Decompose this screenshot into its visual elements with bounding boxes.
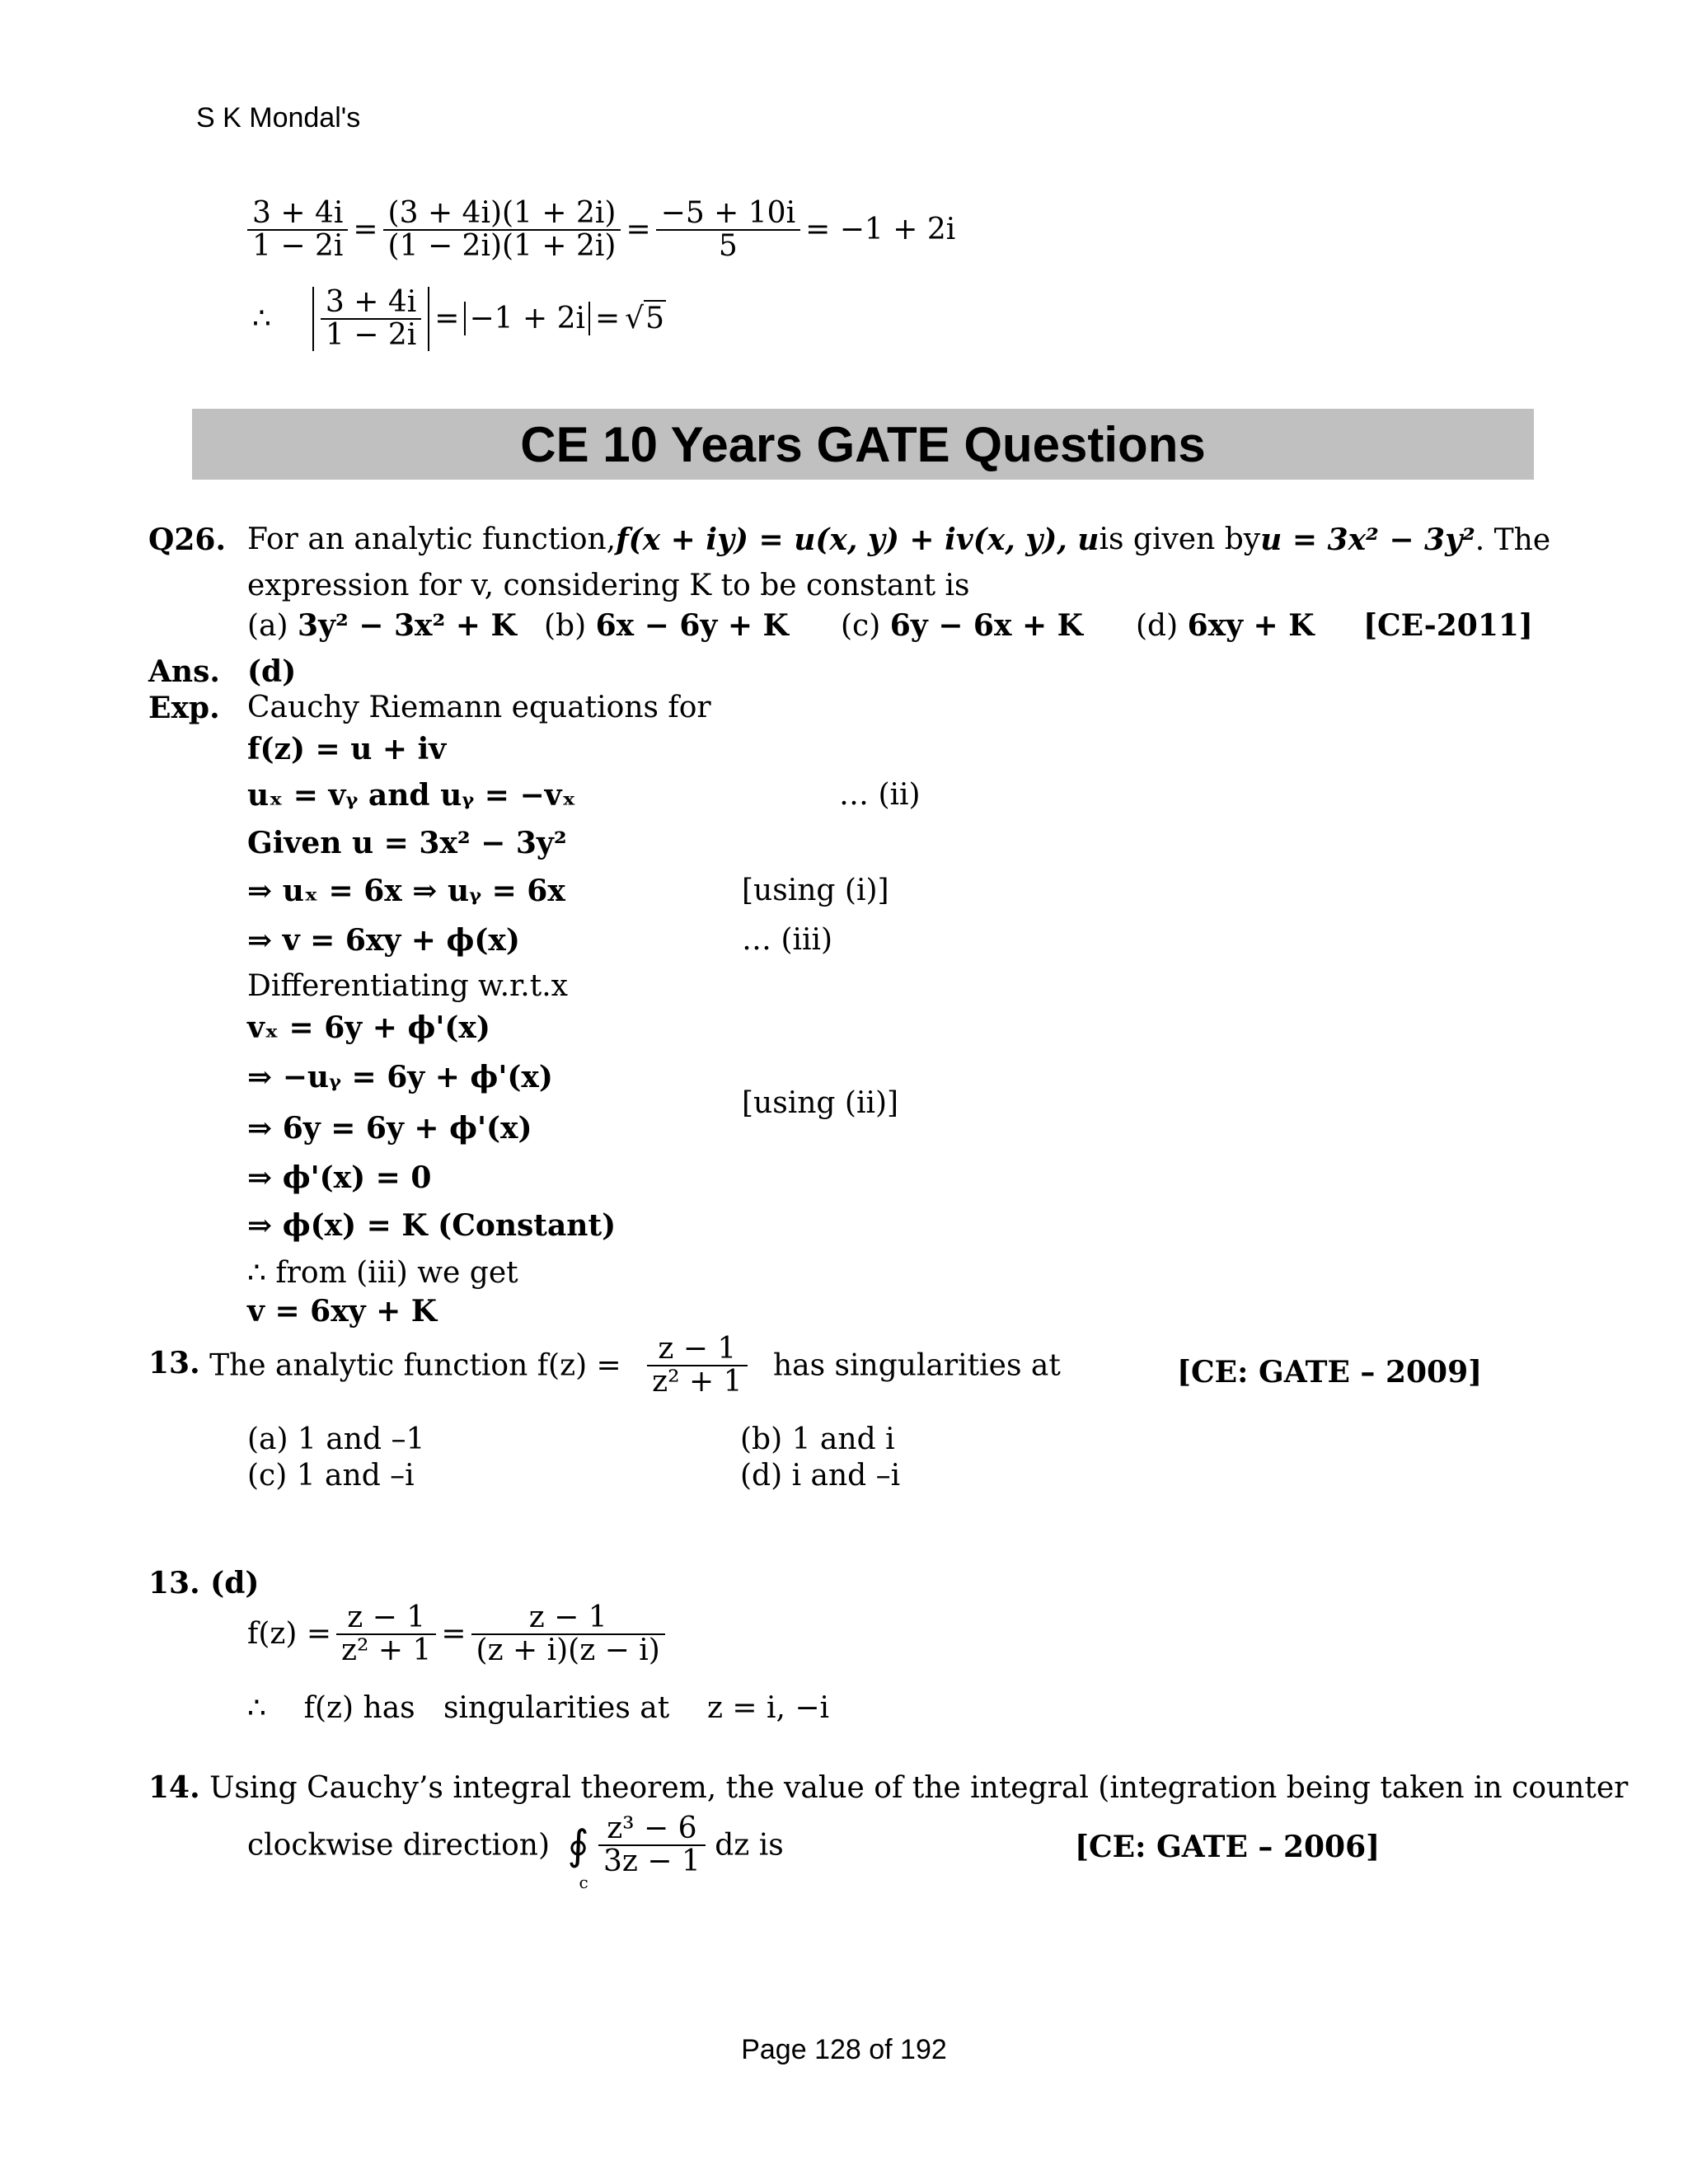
contour-integral-icon: ∮ c: [567, 1821, 589, 1892]
q26-step-1: f(z) = u + iv: [247, 732, 447, 766]
q26-exp-intro: Cauchy Riemann equations for: [247, 691, 711, 724]
fraction: $\frac{(3 + 4i)(1 + 2i)}{(1 - 2i)(1 + 2i)}$: [383, 198, 621, 262]
fraction: $\frac{z - 1}{\text{z² + 1}}$: [336, 1602, 436, 1666]
q26-ans-label: Ans.: [148, 654, 220, 689]
prev-solution-eq2: ∴ $\frac{3 + 4i}{1 - 2i}$ = −1 + 2i = √5: [252, 285, 665, 352]
q26-option-c: (c) 6y − 6x + K: [841, 608, 1083, 643]
q26-step-7: vₓ = 6y + ϕ'(x): [247, 1010, 490, 1045]
q26-ans-value: (d): [247, 654, 297, 689]
q26-step-2-note: … (ii): [839, 778, 921, 812]
q26-option-b: (b) 6x − 6y + K: [544, 608, 789, 643]
q26-step-11: ⇒ ϕ(x) = K (Constant): [247, 1208, 617, 1243]
q26-step-5-note: … (iii): [742, 923, 833, 957]
fraction: $\frac{\text{z³ − 6}}{3z - 1}$: [598, 1813, 706, 1877]
q26-step-3: Given u = 3x² − 3y²: [247, 826, 567, 860]
q13-question: 13. The analytic function f(z) = $\frac{z - 1}{\text{z² + 1}}$ has singularities at: [148, 1332, 1061, 1399]
fraction: $\frac{z - 1}{\text{z² + 1}}$: [647, 1333, 747, 1398]
q26-line2: expression for v, considering K to be constant is: [247, 569, 970, 602]
q26-option-d: (d) 6xy + K: [1136, 608, 1315, 643]
section-title: CE 10 Years GATE Questions: [520, 416, 1206, 472]
q26-step-9: ⇒ 6y = 6y + ϕ'(x): [247, 1111, 532, 1146]
q13-tag: [CE: GATE – 2009]: [1177, 1355, 1483, 1390]
q13-option-a: (a) 1 and –1: [247, 1422, 425, 1456]
footer-page-number: Page 128 of 192: [741, 2034, 947, 2065]
fraction: $\frac{3 + 4i}{1 - 2i}$: [321, 287, 421, 351]
prev-solution-eq1: $\frac{3 + 4i}{1 - 2i}$ = $\frac{(3 + 4i)(1 + 2i)}{(1 - 2i)(1 + 2i)}$ = $\frac{-5 + 10i}{5}$ = −1 + 2i: [247, 198, 960, 262]
q26-step-12: ∴ from (iii) we get: [247, 1256, 518, 1290]
q13-option-d: (d) i and –i: [740, 1459, 901, 1493]
q26-step-8: ⇒ −uᵧ = 6y + ϕ'(x): [247, 1060, 553, 1094]
q13-option-c: (c) 1 and –i: [247, 1459, 415, 1493]
q14-line1: 14. Using Cauchy’s integral theorem, the value of the integral (integration being taken in counter: [148, 1770, 1629, 1805]
q26-option-a: (a) 3y² − 3x² + K: [247, 608, 517, 643]
q26-step-6: Differentiating w.r.t.x: [247, 969, 568, 1003]
q26-step-13: v = 6xy + K: [247, 1294, 438, 1329]
sqrt-icon: √5: [625, 302, 665, 336]
q13-solution-conclusion: ∴ f(z) has singularities at z = i, −i: [247, 1691, 830, 1725]
q26-line1: For an analytic function, f(x + iy) = u(x, y) + iv(x, y), u is given by u = 3x² − 3y². The: [247, 523, 1551, 557]
q26-label: Q26.: [148, 523, 226, 557]
q14-line2: clockwise direction) ∮ c $\frac{\text{z³ − 6}}{3z - 1}$ dz is: [247, 1811, 784, 1892]
q13-solution-eq: f(z) = $\frac{z - 1}{\text{z² + 1}}$ = $\frac{z - 1}{(z + i)(z - i)}$: [247, 1602, 665, 1666]
q13-answer-label: 13. (d): [148, 1566, 260, 1601]
q26-exp-label: Exp.: [148, 691, 220, 725]
q26-step-5: ⇒ v = 6xy + ϕ(x): [247, 923, 520, 958]
fraction: $\frac{-5 + 10i}{5}$: [656, 198, 800, 262]
fraction: $\frac{3 + 4i}{1 - 2i}$: [247, 198, 348, 262]
header-author: S K Mondal's: [196, 102, 361, 134]
q26-step-4: ⇒ uₓ = 6x ⇒ uᵧ = 6x: [247, 874, 565, 908]
q26-tag: [CE-2011]: [1363, 608, 1533, 643]
section-title-banner: [192, 409, 1534, 480]
q14-tag: [CE: GATE – 2006]: [1075, 1830, 1381, 1864]
q13-option-b: (b) 1 and i: [740, 1422, 895, 1456]
q26-step-10: ⇒ ϕ'(x) = 0: [247, 1160, 432, 1195]
q26-step-4-note: [using (i)]: [742, 874, 889, 907]
q26-step-2: uₓ = vᵧ and uᵧ = −vₓ: [247, 778, 576, 813]
fraction: $\frac{z - 1}{(z + i)(z - i)}$: [471, 1602, 665, 1666]
q26-step-8-note: [using (ii)]: [742, 1086, 899, 1120]
